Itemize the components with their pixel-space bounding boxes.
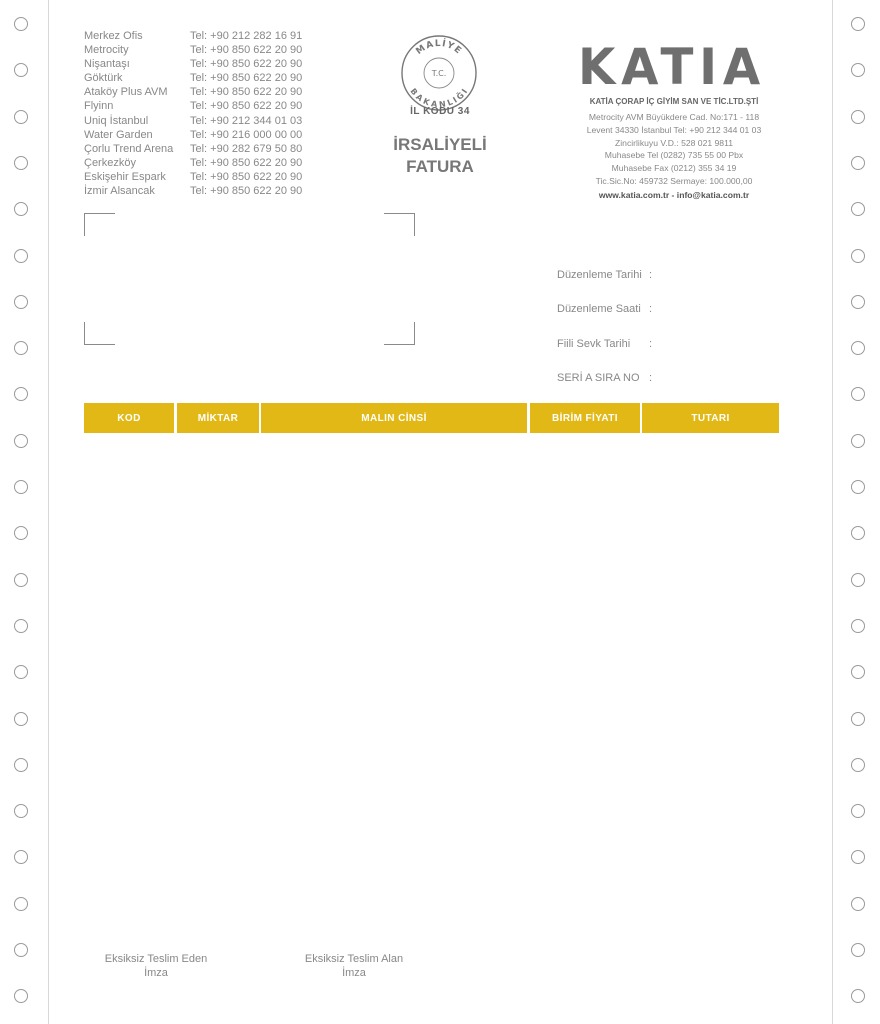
il-kodu: İL KODU 34 bbox=[410, 106, 470, 117]
perforation-hole bbox=[14, 434, 28, 448]
store-phone: Tel: +90 212 344 01 03 bbox=[190, 114, 303, 127]
column-header-birim-fiyati: BİRİM FİYATI bbox=[530, 403, 640, 433]
meta-label: Düzenleme Tarihi bbox=[557, 269, 642, 281]
store-row bbox=[84, 29, 320, 43]
store-phone: Tel: +90 850 622 20 90 bbox=[190, 86, 303, 99]
store-name: Merkez Ofis bbox=[84, 30, 143, 42]
store-name: Metrocity bbox=[84, 44, 129, 57]
meta-field bbox=[557, 372, 652, 406]
perforation-hole bbox=[14, 295, 28, 309]
company-address-line: Muhasebe Fax (0212) 355 34 19 bbox=[611, 163, 737, 174]
perforation-hole bbox=[851, 295, 865, 309]
store-phone: Tel: +90 850 622 20 90 bbox=[190, 170, 303, 183]
store-name: Nişantaşı bbox=[84, 58, 130, 71]
perforation-hole bbox=[14, 480, 28, 494]
company-web: www.katia.com.tr - info@katia.com.tr bbox=[598, 189, 750, 200]
company-address-line: Muhasebe Tel (0282) 735 55 00 Pbx bbox=[604, 150, 744, 161]
address-window-corner bbox=[384, 322, 415, 345]
column-header-miktar: MİKTAR bbox=[177, 403, 259, 433]
store-row bbox=[84, 85, 320, 99]
perforation-hole bbox=[851, 480, 865, 494]
perforation-hole bbox=[851, 526, 865, 540]
address-window-corner bbox=[84, 213, 115, 236]
perforation-hole bbox=[14, 387, 28, 401]
document-title bbox=[372, 134, 508, 178]
meta-field bbox=[557, 303, 652, 337]
perforation-hole bbox=[14, 110, 28, 124]
store-row bbox=[84, 170, 320, 184]
signature-received-by bbox=[296, 952, 412, 980]
meta-separator: : bbox=[649, 372, 653, 385]
perforation-hole bbox=[851, 619, 865, 633]
perforation-hole bbox=[851, 17, 865, 31]
signature-label: Eksiksiz Teslim Alan bbox=[304, 953, 404, 965]
store-row bbox=[84, 128, 320, 142]
perforation-hole bbox=[14, 665, 28, 679]
meta-field bbox=[557, 338, 652, 372]
perforation-hole bbox=[851, 850, 865, 864]
store-name: Water Garden bbox=[84, 128, 153, 141]
signature-label: İmza bbox=[342, 967, 366, 979]
perforation-hole bbox=[851, 989, 865, 1003]
perforation-hole bbox=[14, 573, 28, 587]
store-row bbox=[84, 156, 320, 170]
perforation-hole bbox=[14, 202, 28, 216]
address-window-corner bbox=[84, 322, 115, 345]
perforation-hole bbox=[14, 712, 28, 726]
perforation-hole bbox=[851, 665, 865, 679]
store-phone: Tel: +90 850 622 20 90 bbox=[190, 185, 303, 198]
perforation-hole bbox=[14, 63, 28, 77]
store-list bbox=[84, 29, 320, 198]
katia-logo bbox=[576, 38, 768, 90]
store-row bbox=[84, 184, 320, 198]
perforation-hole bbox=[14, 897, 28, 911]
perforation-hole bbox=[851, 573, 865, 587]
meta-label: Düzenleme Saati bbox=[557, 303, 641, 316]
right-perforation-strip bbox=[832, 0, 880, 1024]
store-name: Ataköy Plus AVM bbox=[84, 86, 168, 99]
store-phone: Tel: +90 850 622 20 90 bbox=[190, 44, 303, 57]
store-name: Çorlu Trend Arena bbox=[84, 142, 174, 155]
store-phone: Tel: +90 850 622 20 90 bbox=[190, 100, 303, 113]
meta-separator: : bbox=[649, 269, 653, 281]
perforation-hole bbox=[851, 202, 865, 216]
store-row bbox=[84, 99, 320, 113]
perforation-hole bbox=[14, 249, 28, 263]
document-title-line1: İRSALİYELİ bbox=[393, 135, 487, 154]
store-phone: Tel: +90 850 622 20 90 bbox=[190, 72, 303, 85]
logo-text: KATIA bbox=[578, 38, 766, 90]
seal-top-text: MALİYE bbox=[414, 38, 464, 57]
meta-label: SERİ A SIRA NO bbox=[557, 372, 640, 385]
store-phone: Tel: +90 282 679 50 80 bbox=[190, 142, 303, 155]
perforation-hole bbox=[14, 850, 28, 864]
meta-label: Fiili Sevk Tarihi bbox=[557, 337, 631, 350]
store-phone: Tel: +90 850 622 20 90 bbox=[190, 58, 303, 71]
perforation-hole bbox=[851, 63, 865, 77]
perforation-hole bbox=[851, 897, 865, 911]
store-name: Uniq İstanbul bbox=[84, 114, 149, 127]
perforation-hole bbox=[14, 341, 28, 355]
perforation-hole bbox=[14, 943, 28, 957]
perforation-hole bbox=[851, 110, 865, 124]
perforation-hole bbox=[851, 156, 865, 170]
store-phone: Tel: +90 850 622 20 90 bbox=[190, 156, 303, 169]
perforation-hole bbox=[14, 758, 28, 772]
perforation-hole bbox=[851, 341, 865, 355]
invoice-meta bbox=[557, 269, 652, 407]
perforation-hole bbox=[851, 712, 865, 726]
store-row bbox=[84, 71, 320, 85]
company-info bbox=[564, 97, 784, 202]
company-name: KATİA ÇORAP İÇ GİYİM SAN VE TİC.LTD.ŞTİ bbox=[589, 97, 759, 106]
company-address-line: Tic.Sic.No: 459732 Sermaye: 100.000,00 bbox=[595, 175, 753, 186]
perforation-hole bbox=[851, 758, 865, 772]
items-table-header bbox=[84, 403, 780, 433]
store-phone: Tel: +90 216 000 00 00 bbox=[190, 128, 303, 141]
seal-bottom-text: BAKANLIĞI bbox=[408, 86, 470, 109]
company-address-line: Zincirlikuyu V.D.: 528 021 9811 bbox=[615, 137, 733, 148]
store-name: Eskişehir Espark bbox=[84, 170, 166, 183]
perforation-hole bbox=[851, 434, 865, 448]
store-name: İzmir Alsancak bbox=[84, 185, 155, 198]
signature-label: İmza bbox=[144, 967, 168, 979]
company-address-line: Levent 34330 İstanbul Tel: +90 212 344 01 03 bbox=[586, 124, 762, 135]
store-name: Flyinn bbox=[84, 100, 114, 113]
signature-label: Eksiksiz Teslim Eden bbox=[104, 953, 208, 965]
seal-center-text: T.C. bbox=[431, 69, 447, 78]
address-window-corner bbox=[384, 213, 415, 236]
store-row bbox=[84, 43, 320, 57]
perforation-hole bbox=[851, 804, 865, 818]
perforation-hole bbox=[14, 804, 28, 818]
signature-delivered-by bbox=[98, 952, 214, 980]
column-header-kod: KOD bbox=[84, 403, 174, 433]
column-header-tutari: TUTARI bbox=[642, 403, 779, 433]
document-title-line2: FATURA bbox=[406, 157, 474, 176]
store-row bbox=[84, 142, 320, 156]
perforation-hole bbox=[851, 249, 865, 263]
store-phone: Tel: +90 212 282 16 91 bbox=[190, 30, 303, 42]
perforation-hole bbox=[14, 17, 28, 31]
ministry-seal-icon bbox=[400, 34, 478, 112]
column-header-malin-cinsi: MALIN CİNSİ bbox=[261, 403, 527, 433]
store-row bbox=[84, 57, 320, 71]
meta-separator: : bbox=[649, 303, 653, 316]
left-perforation-strip bbox=[0, 0, 49, 1024]
perforation-hole bbox=[851, 387, 865, 401]
perforation-hole bbox=[851, 943, 865, 957]
perforation-hole bbox=[14, 526, 28, 540]
store-name: Göktürk bbox=[84, 72, 123, 85]
perforation-hole bbox=[14, 619, 28, 633]
meta-field bbox=[557, 269, 652, 303]
store-name: Çerkezköy bbox=[84, 156, 136, 169]
company-address-line: Metrocity AVM Büyükdere Cad. No:171 - 118 bbox=[588, 112, 760, 122]
perforation-hole bbox=[14, 989, 28, 1003]
meta-separator: : bbox=[649, 337, 653, 350]
perforation-hole bbox=[14, 156, 28, 170]
store-row bbox=[84, 114, 320, 128]
